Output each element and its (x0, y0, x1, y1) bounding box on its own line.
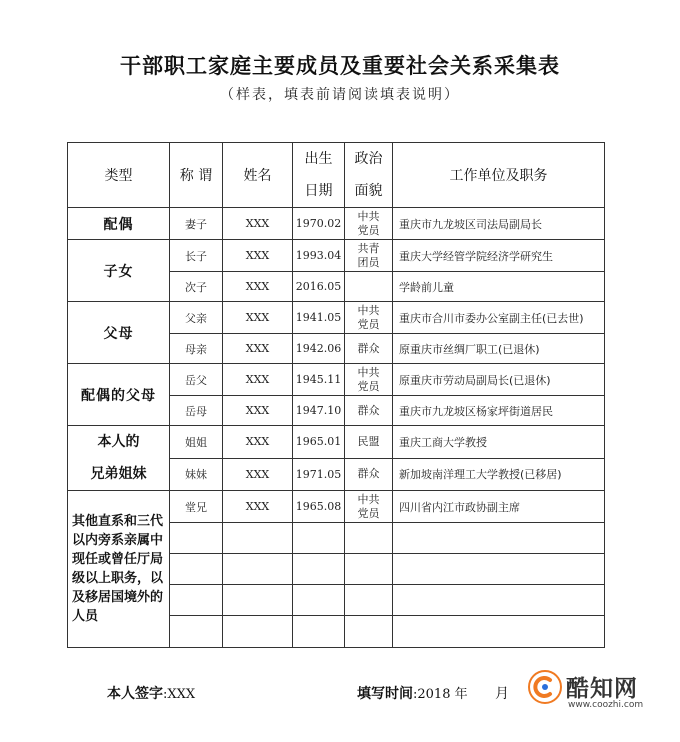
work-cell: 原重庆市劳动局副局长(已退休) (393, 364, 605, 396)
party-cell: 群众 (345, 334, 393, 364)
fill-date-value[interactable]: :2018 年 (413, 687, 468, 702)
empty-cell[interactable] (393, 523, 605, 554)
header-relation: 称 谓 (170, 143, 223, 208)
category-spouse: 配偶 (68, 208, 170, 240)
name-cell: XXX (223, 334, 293, 364)
name-cell: XXX (223, 208, 293, 240)
party-cell: 中共 党员 (345, 491, 393, 523)
table-row (68, 364, 605, 396)
fill-date-label: 填写时间 (357, 686, 413, 702)
table-row (68, 240, 605, 272)
party-cell: 中共 党员 (345, 208, 393, 240)
relation-cell: 岳母 (170, 396, 223, 426)
empty-cell[interactable] (345, 554, 393, 585)
party-cell: 群众 (345, 458, 393, 491)
fill-month: 月 (495, 686, 509, 702)
fill-date-line (357, 683, 468, 703)
table-header-row (68, 143, 605, 208)
empty-cell[interactable] (293, 585, 345, 616)
relation-cell: 堂兄 (170, 491, 223, 523)
empty-cell[interactable] (345, 616, 393, 648)
category-children: 子女 (68, 240, 170, 302)
relation-cell: 长子 (170, 240, 223, 272)
empty-cell[interactable] (223, 585, 293, 616)
relation-cell: 母亲 (170, 334, 223, 364)
table-row (68, 491, 605, 523)
empty-cell[interactable] (223, 523, 293, 554)
birth-cell: 1971.05 (293, 458, 345, 491)
signature-label: 本人签字 (107, 686, 163, 702)
work-cell: 重庆工商大学教授 (393, 426, 605, 459)
header-name: 姓名 (223, 143, 293, 208)
header-work: 工作单位及职务 (393, 143, 605, 208)
relation-cell: 父亲 (170, 302, 223, 334)
empty-cell[interactable] (170, 585, 223, 616)
work-cell: 重庆市合川市委办公室副主任(已去世) (393, 302, 605, 334)
empty-cell[interactable] (170, 523, 223, 554)
work-cell: 原重庆市丝绸厂职工(已退休) (393, 334, 605, 364)
birth-cell: 1947.10 (293, 396, 345, 426)
table-row (68, 208, 605, 240)
birth-cell: 1965.08 (293, 491, 345, 523)
name-cell: XXX (223, 272, 293, 302)
relation-cell: 妻子 (170, 208, 223, 240)
relation-cell: 妹妹 (170, 458, 223, 491)
family-relations-table (67, 142, 605, 648)
birth-cell: 1965.01 (293, 426, 345, 459)
empty-cell[interactable] (345, 523, 393, 554)
birth-cell: 1945.11 (293, 364, 345, 396)
category-spouse-parents: 配偶的父母 (68, 364, 170, 426)
empty-cell[interactable] (393, 554, 605, 585)
empty-cell[interactable] (345, 585, 393, 616)
work-cell: 重庆大学经管学院经济学研究生 (393, 240, 605, 272)
empty-cell[interactable] (293, 523, 345, 554)
party-cell: 中共 党员 (345, 364, 393, 396)
signature-value[interactable]: :XXX (163, 687, 196, 702)
party-cell: 中共 党员 (345, 302, 393, 334)
birth-cell: 1970.02 (293, 208, 345, 240)
header-birth-date: 出生 日期 (293, 143, 345, 208)
name-cell: XXX (223, 364, 293, 396)
watermark-name: 酷知网 (566, 676, 638, 702)
name-cell: XXX (223, 458, 293, 491)
form-title: 干部职工家庭主要成员及重要社会关系采集表 (120, 54, 560, 78)
work-cell: 四川省内江市政协副主席 (393, 491, 605, 523)
table-row (68, 426, 605, 459)
category-parents: 父母 (68, 302, 170, 364)
empty-cell[interactable] (293, 554, 345, 585)
form-subtitle: （样表，填表前请阅读填表说明） (220, 87, 460, 103)
birth-cell: 2016.05 (293, 272, 345, 302)
empty-cell[interactable] (223, 554, 293, 585)
watermark-url: www.coozhi.com (568, 700, 644, 710)
empty-cell[interactable] (223, 616, 293, 648)
category-other-relatives: 其他直系和三代以内旁系亲属中现任或曾任厅局级以上职务，以及移居国境外的人员 (68, 491, 170, 648)
birth-cell: 1942.06 (293, 334, 345, 364)
relation-cell: 岳父 (170, 364, 223, 396)
table-row (68, 302, 605, 334)
name-cell: XXX (223, 302, 293, 334)
party-cell: 共青 团员 (345, 240, 393, 272)
name-cell: XXX (223, 396, 293, 426)
birth-cell: 1941.05 (293, 302, 345, 334)
coozhi-logo-icon (528, 670, 562, 704)
empty-cell[interactable] (293, 616, 345, 648)
work-cell: 重庆市九龙坡区司法局副局长 (393, 208, 605, 240)
relation-cell: 姐姐 (170, 426, 223, 459)
name-cell: XXX (223, 426, 293, 459)
birth-cell: 1993.04 (293, 240, 345, 272)
work-cell: 新加坡南洋理工大学教授(已移居) (393, 458, 605, 491)
party-cell: 群众 (345, 396, 393, 426)
work-cell: 学龄前儿童 (393, 272, 605, 302)
party-cell: 民盟 (345, 426, 393, 459)
empty-cell[interactable] (393, 616, 605, 648)
header-political-status: 政治 面貌 (345, 143, 393, 208)
watermark (528, 668, 658, 718)
name-cell: XXX (223, 491, 293, 523)
header-type: 类型 (68, 143, 170, 208)
relation-cell: 次子 (170, 272, 223, 302)
party-cell (345, 272, 393, 302)
category-siblings: 本人的 兄弟姐妹 (68, 426, 170, 491)
empty-cell[interactable] (170, 616, 223, 648)
name-cell: XXX (223, 240, 293, 272)
empty-cell[interactable] (393, 585, 605, 616)
signature-line (107, 683, 195, 703)
empty-cell[interactable] (170, 554, 223, 585)
work-cell: 重庆市九龙坡区杨家坪街道居民 (393, 396, 605, 426)
